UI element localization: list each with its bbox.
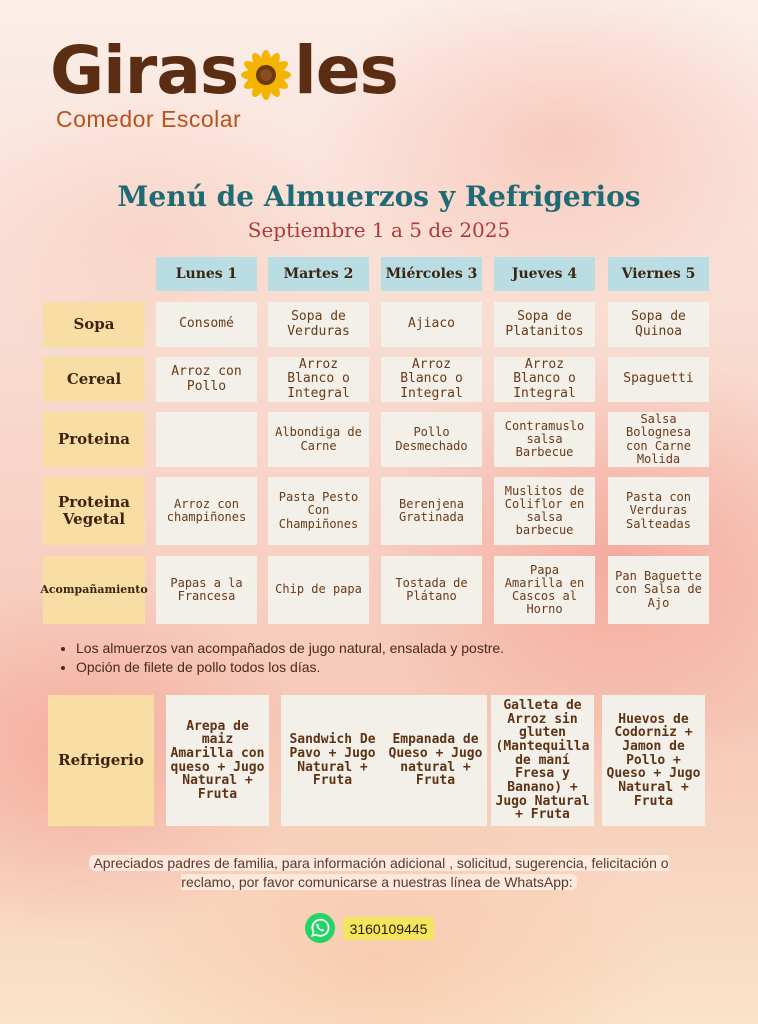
day-header: Jueves 4 (494, 257, 595, 291)
menu-cell: Arroz Blanco o Integral (268, 357, 369, 402)
contact-message (70, 854, 688, 892)
menu-cell: Arroz con Pollo (156, 357, 257, 402)
row-label: Proteina (43, 412, 145, 467)
row-label: Cereal (43, 357, 145, 402)
menu-cell: Muslitos de Coliflor en salsa barbecue (494, 477, 595, 545)
note-item: • Los almuerzos van acompañados de jugo natural, ensalada y postre. (76, 639, 504, 658)
day-header: Viernes 5 (608, 257, 709, 291)
menu-cell: Consomé (156, 302, 257, 347)
contact-message-text: Apreciados padres de familia, para información adicional , solicitud, sugerencia, felicitación o reclamo, por favor comunicarse a nuestras línea de WhatsApp: (89, 855, 668, 890)
day-header: Martes 2 (268, 257, 369, 291)
menu-cell: Chip de papa (268, 556, 369, 624)
menu-cell: Papa Amarilla en Cascos al Horno (494, 556, 595, 624)
snack-cell: Galleta de Arroz sin gluten (Mantequilla de maní Fresa y Banano) + Jugo Natural + Fruta (491, 695, 594, 826)
menu-cell: Ajiaco (381, 302, 482, 347)
whatsapp-icon[interactable] (304, 912, 336, 944)
menu-cell: Arroz Blanco o Integral (494, 357, 595, 402)
menu-cell: Arroz con champiñones (156, 477, 257, 545)
brand-name-part1: Giras (50, 32, 239, 109)
menu-cell: Sopa de Platanitos (494, 302, 595, 347)
menu-cell: Sopa de Quinoa (608, 302, 709, 347)
sunflower-icon (240, 49, 292, 101)
menu-cell: Tostada de Plátano (381, 556, 482, 624)
row-label-refrigerio: Refrigerio (48, 695, 154, 826)
menu-cell: Arroz Blanco o Integral (381, 357, 482, 402)
menu-cell: Contramuslo salsa Barbecue (494, 412, 595, 467)
menu-cell: Spaguetti (608, 357, 709, 402)
brand-subtitle: Comedor Escolar (56, 106, 242, 132)
snack-cell: Arepa de maiz Amarilla con queso + Jugo Natural + Fruta (166, 695, 269, 826)
row-label: Sopa (43, 302, 145, 347)
snack-cell: Empanada de Queso + Jugo natural + Fruta (384, 695, 487, 826)
snack-cell: Huevos de Codorniz + Jamon de Pollo + Queso + Jugo Natural + Fruta (602, 695, 705, 826)
day-header: Miércoles 3 (381, 257, 482, 291)
menu-cell: Sopa de Verduras (268, 302, 369, 347)
menu-cell: Salsa Bolognesa con Carne Molida (608, 412, 709, 467)
whatsapp-phone-number[interactable]: 3160109445 (343, 917, 434, 940)
page-title: Menú de Almuerzos y Refrigerios (117, 180, 641, 213)
menu-cell: Berenjena Gratinada (381, 477, 482, 545)
menu-cell: Albondiga de Carne (268, 412, 369, 467)
menu-cell: Pasta con Verduras Salteadas (608, 477, 709, 545)
menu-cell: Pollo Desmechado (381, 412, 482, 467)
page-subtitle: Septiembre 1 a 5 de 2025 (247, 218, 511, 242)
row-label: Proteina Vegetal (43, 477, 145, 545)
notes-list (58, 639, 504, 677)
snack-cell: Sandwich De Pavo + Jugo Natural + Fruta (281, 695, 384, 826)
menu-cell: Papas a la Francesa (156, 556, 257, 624)
day-header: Lunes 1 (156, 257, 257, 291)
note-item: • Opción de filete de pollo todos los días. (76, 658, 504, 677)
menu-cell: Pan Baguette con Salsa de Ajo (608, 556, 709, 624)
row-label: Acompañamiento (43, 556, 145, 624)
brand-name-part2: les (294, 32, 398, 109)
menu-cell (156, 412, 257, 467)
menu-cell: Pasta Pesto Con Champiñones (268, 477, 369, 545)
brand-logo (50, 32, 398, 133)
brand-name (50, 32, 398, 109)
